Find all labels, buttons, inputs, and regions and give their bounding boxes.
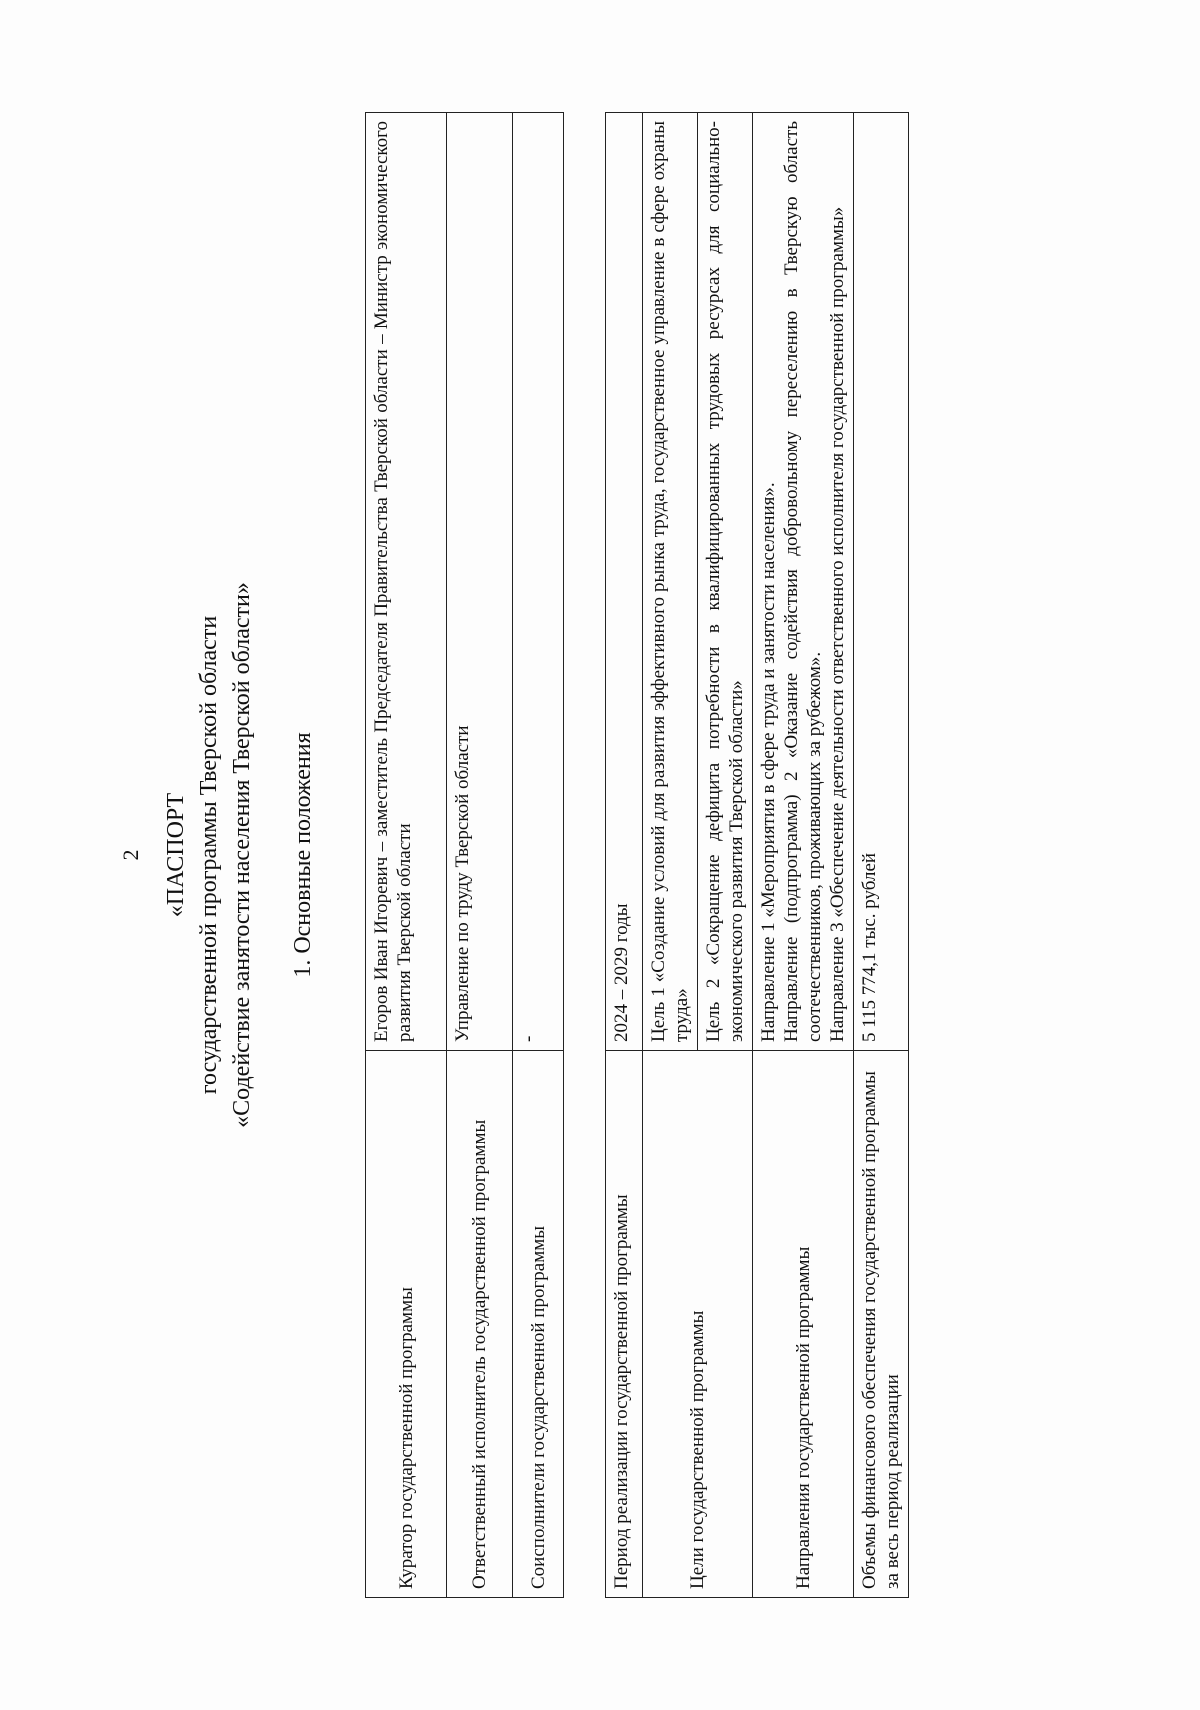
table-row xyxy=(753,113,854,1598)
passport-table-main xyxy=(365,112,564,1598)
title-line-passport: «ПАСПОРТ xyxy=(163,792,189,918)
title-line-program: государственной программы Тверской области xyxy=(196,615,222,1095)
table-row xyxy=(366,113,447,1598)
directions-value xyxy=(753,113,854,1051)
goal-2-value: Цель 2 «Сокращение дефицита потребности в квалифицированных трудовых ресурсах для социально-экономического развития Тверской области» xyxy=(698,113,753,1051)
funding-label: Объемы финансового обеспечения государственной программы за весь период реализации xyxy=(854,1051,909,1598)
direction-1: Направление 1 «Мероприятия в сфере труда и занятости населения». xyxy=(758,482,779,1042)
period-label: Период реализации государственной программы xyxy=(606,1051,643,1598)
section-heading: 1. Основные положения xyxy=(290,732,316,978)
goals-label: Цели государственной программы xyxy=(643,1051,753,1598)
title-line-program-name: «Содействие занятости населения Тверской области» xyxy=(229,582,255,1128)
page-number: 2 xyxy=(118,849,143,861)
funding-value: 5 115 774,1 тыс. рублей xyxy=(854,113,909,1051)
direction-2: Направление (подпрограмма) 2 «Оказание содействия добровольному переселению в Тверскую область соотечественников, проживающих за рубежом». xyxy=(781,121,825,1042)
co-executors-label: Соисполнители государственной программы xyxy=(513,1051,564,1598)
table-row xyxy=(643,113,698,1598)
responsible-executor-value: Управление по труду Тверской области xyxy=(447,113,513,1051)
table-row xyxy=(854,113,909,1598)
period-value: 2024 – 2029 годы xyxy=(606,113,643,1051)
document-title xyxy=(160,0,259,1710)
co-executors-value: - xyxy=(513,113,564,1051)
responsible-executor-label: Ответственный исполнитель государственной программы xyxy=(447,1051,513,1598)
table-row xyxy=(447,113,513,1598)
curator-value: Егоров Иван Игоревич – заместитель Председателя Правительства Тверской области – Министр экономического развития Тверской области xyxy=(366,113,447,1051)
curator-label: Куратор государственной программы xyxy=(366,1051,447,1598)
directions-label: Направления государственной программы xyxy=(753,1051,854,1598)
table-row xyxy=(606,113,643,1598)
table-row xyxy=(513,113,564,1598)
direction-3: Направление 3 «Обеспечение деятельности ответственного исполнителя государственной программы» xyxy=(827,206,848,1042)
passport-table-details xyxy=(605,112,909,1598)
goal-1-value: Цель 1 «Создание условий для развития эффективного рынка труда, государственное управление в сфере охраны труда» xyxy=(643,113,698,1051)
